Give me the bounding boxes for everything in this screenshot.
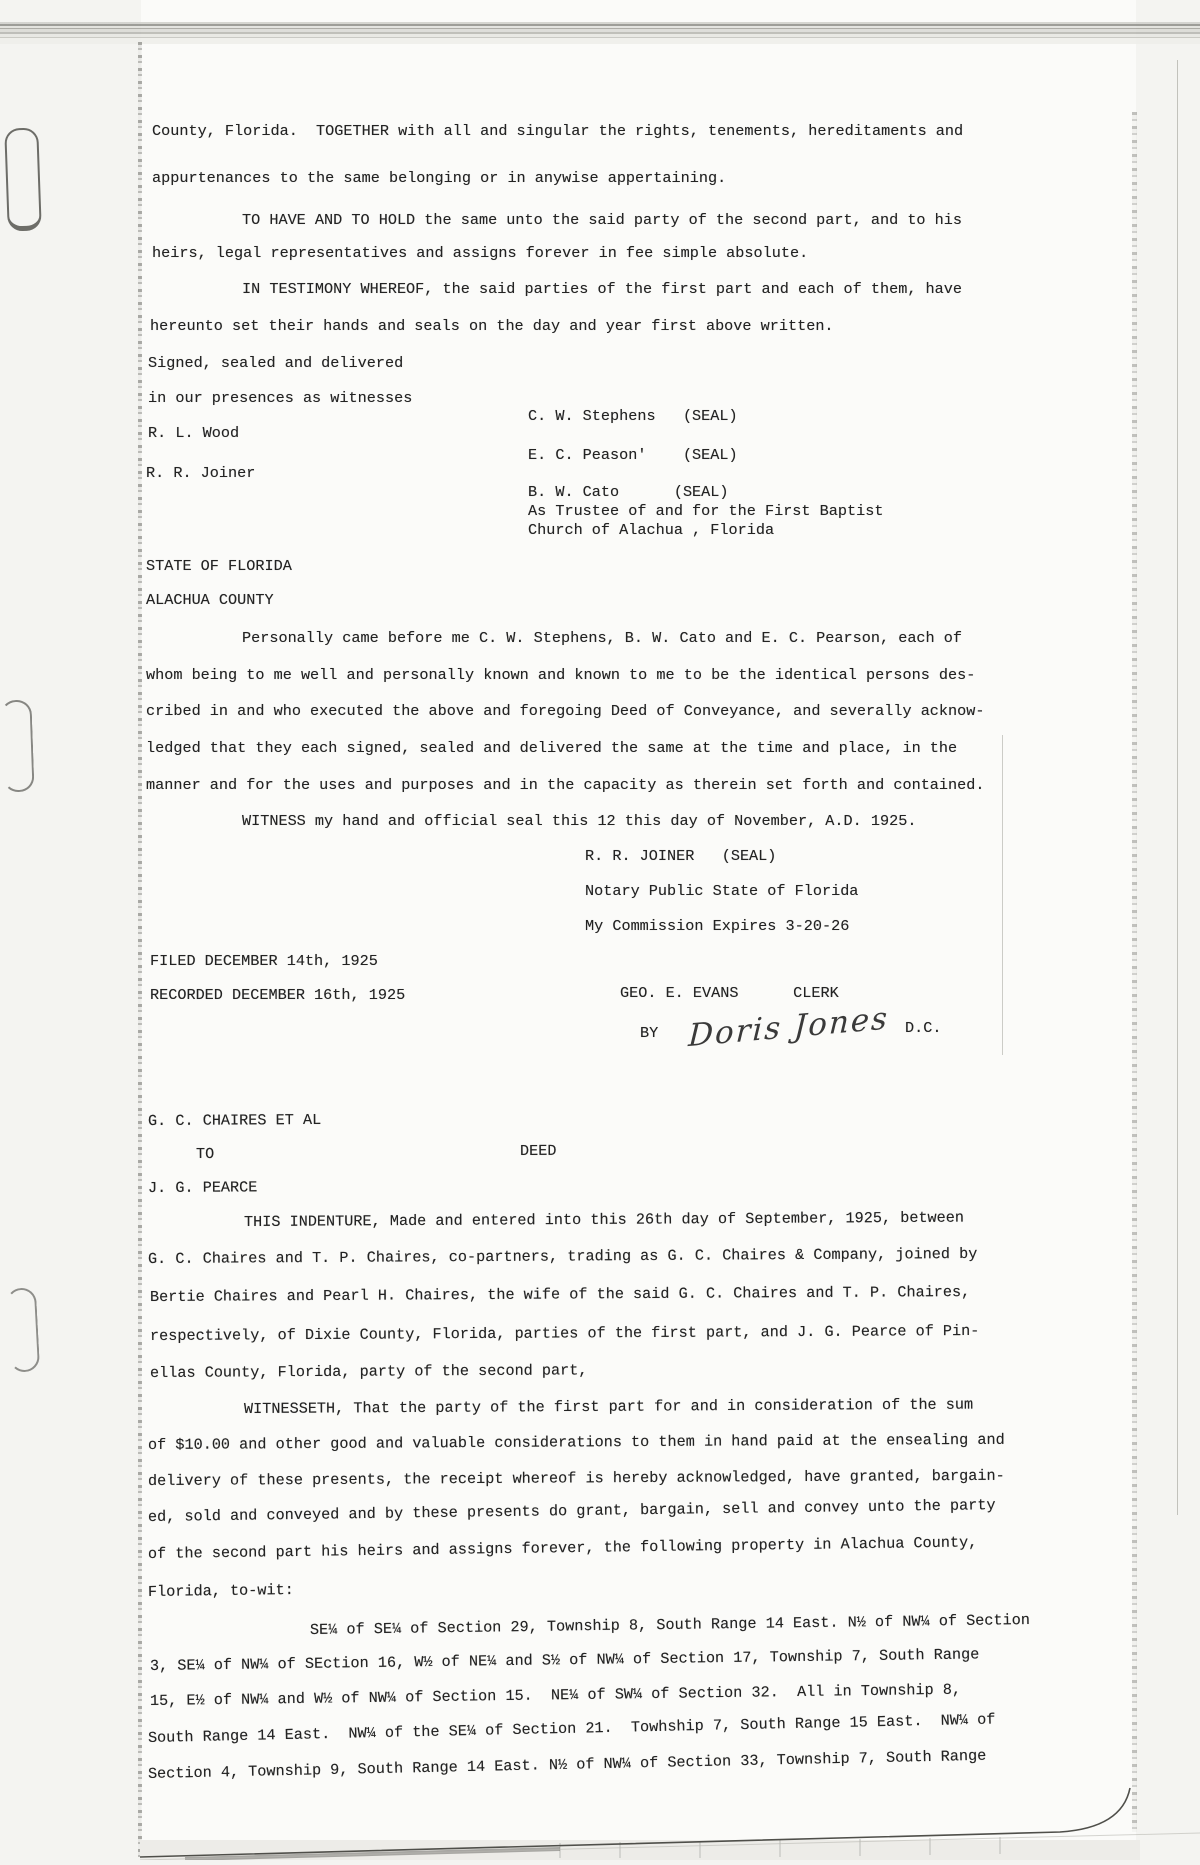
text-line: TO (195, 1144, 215, 1163)
text-line: WITNESS my hand and official seal this 12 this day of November, A.D. 1925. (242, 812, 917, 830)
text-line: J. G. PEARCE (147, 1178, 258, 1197)
text-line: As Trustee of and for the First Baptist (528, 502, 884, 520)
text-line: Signed, sealed and delivered (148, 354, 404, 372)
text-line: Section 4, Township 9, South Range 14 East. N½ of NW¼ of Section 33, Township 7, South Range (147, 1746, 987, 1783)
text-line: SE¼ of SE¼ of Section 29, Township 8, South Range 14 East. N½ of NW¼ of Section (309, 1610, 1031, 1639)
text-line: Bertie Chaires and Pearl H. Chaires, the wife of the said G. C. Chaires and T. P. Chaires, (149, 1282, 971, 1306)
text-line: manner and for the uses and purposes and in the capacity as therein set forth and contained. (146, 776, 985, 794)
text-line: 3, SE¼ of NW¼ of SEction 16, W½ of NE¼ and S½ of NW¼ of Section 17, Township 7, South Range (149, 1645, 980, 1675)
text-line: FILED DECEMBER 14th, 1925 (150, 952, 378, 970)
text-line: ellas County, Florida, party of the second part, (149, 1361, 588, 1382)
text-line: Notary Public State of Florida (585, 882, 859, 900)
binding-hole (6, 1287, 40, 1372)
text-line: South Range 14 East. NW¼ of the SE¼ of Section 21. Towhship 7, South Range 15 East. NW¼ of (147, 1710, 996, 1747)
text-line: B. W. Cato (SEAL) (528, 483, 729, 501)
text-line: IN TESTIMONY WHEREOF, the said parties of the first part and each of them, have (242, 280, 963, 298)
text-line: My Commission Expires 3-20-26 (585, 917, 850, 935)
binding-hole (0, 699, 34, 792)
text-line: ALACHUA COUNTY (146, 591, 274, 609)
binding-hole (4, 127, 42, 231)
text-line: R. R. Joiner (146, 464, 256, 482)
text-line: ed, sold and conveyed and by these presents do grant, bargain, sell and convey unto the party (147, 1496, 996, 1526)
text-line: whom being to me well and personally known and known to me to be the identical persons des- (146, 666, 976, 684)
scan-artifact-top-band (0, 22, 1200, 44)
text-line: G. C. Chaires and T. P. Chaires, co-partners, trading as G. C. Chaires & Company, joined by (147, 1244, 978, 1268)
text-line: County, Florida. TOGETHER with all and singular the rights, tenements, hereditaments and (152, 122, 964, 140)
page-left-edge-line (138, 42, 142, 1857)
scan-edge-line (1002, 735, 1003, 1055)
text-line: GEO. E. EVANS CLERK (620, 984, 839, 1002)
page-bottom-edge (0, 1780, 1200, 1860)
text-line: 15, E½ of NW¼ and W½ of NW¼ of Section 15. NE¼ of SW¼ of Section 32. All in Township 8, (149, 1680, 962, 1710)
text-line: heirs, legal representatives and assigns forever in fee simple absolute. (152, 244, 809, 262)
clerk-dc-label: D.C. (905, 1019, 942, 1037)
text-line: C. W. Stephens (SEAL) (528, 407, 738, 425)
clerk-by-label: BY (640, 1024, 659, 1042)
text-line: Church of Alachua , Florida (528, 521, 775, 539)
text-line: DEED (519, 1141, 557, 1160)
text-line: THIS INDENTURE, Made and entered into this 26th day of September, 1925, between (243, 1208, 965, 1231)
text-line: G. C. CHAIRES ET AL (147, 1110, 322, 1130)
page-right-edge-line (1132, 112, 1137, 1832)
text-line: E. C. Peason' (SEAL) (528, 446, 738, 464)
text-line: RECORDED DECEMBER 16th, 1925 (150, 986, 406, 1004)
bottom-edge-graphic (0, 1780, 1200, 1860)
text-line: R. R. JOINER (SEAL) (585, 847, 777, 865)
text-line: appurtenances to the same belonging or in anywise appertaining. (152, 169, 727, 187)
scan-right-margin-line (1177, 60, 1178, 1515)
text-line: STATE OF FLORIDA (146, 557, 292, 575)
text-line: WITNESSETH, That the party of the first part for and in consideration of the sum (243, 1395, 974, 1418)
text-line: delivery of these presents, the receipt whereof is hereby acknowledged, have granted, bargain- (147, 1466, 1005, 1490)
text-line: R. L. Wood (148, 424, 240, 442)
text-line: Personally came before me C. W. Stephens, B. W. Cato and E. C. Pearson, each of (242, 629, 963, 647)
text-line: Florida, to-wit: (147, 1580, 294, 1601)
text-line: TO HAVE AND TO HOLD the same unto the said party of the second part, and to his (242, 211, 963, 229)
text-line: cribed in and who executed the above and foregoing Deed of Conveyance, and severally acknow- (146, 702, 985, 720)
clerk-signature: Doris Jones (687, 1000, 890, 1055)
text-line: ledged that they each signed, sealed and delivered the same at the time and place, in the (146, 739, 958, 757)
text-line: hereunto set their hands and seals on the day and year first above written. (150, 317, 834, 335)
text-line: in our presences as witnesses (148, 389, 413, 407)
text-line: of the second part his heirs and assigns forever, the following property in Alachua County, (147, 1533, 978, 1563)
text-line: respectively, of Dixie County, Florida, parties of the first part, and J. G. Pearce of Pin- (149, 1321, 980, 1345)
text-line: of $10.00 and other good and valuable considerations to them in hand paid at the ensealing and (147, 1430, 1005, 1454)
